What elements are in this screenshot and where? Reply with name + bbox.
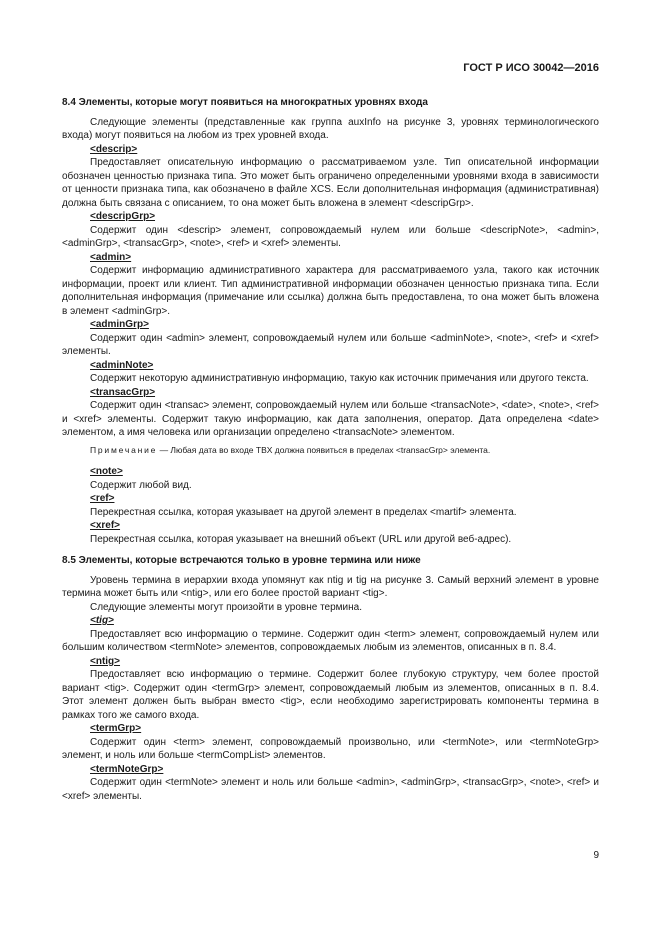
element-term-admin: <admin> xyxy=(90,251,132,263)
section-heading-8-5: 8.5 Элементы, которые встречаются только в уровне термина или ниже xyxy=(62,555,421,566)
element-term-admingrp: <adminGrp> xyxy=(90,319,149,330)
paragraph: Следующие элементы (представленные как группа auxInfo на рисунке 3, уровнях терминологического входа) могут появиться на любом из трех уровней входа. xyxy=(62,116,599,141)
paragraph: Предоставляет описательную информацию о рассматриваемом узле. Тип описательной информации обозначен ценностью признака типа. Это может быть ограничено определенными уровнями входа в зависимости от ценности признака типа, как обозначено в файле XCS. Если дополнительная информация (административная) должна быть связана с описанием, то она может быть вложена в элемент <descripGrp>. xyxy=(62,157,599,209)
note-text: — Любая дата во входе TBX должна появиться в пределах <transacGrp> элемента. xyxy=(157,444,491,455)
paragraph: Содержит один <term> элемент, сопровождаемый произвольно, или <termNote>, или <termNoteGrp> элемент, и ноль или больше <termCompList> элементов. xyxy=(62,736,599,761)
element-term-ntig: <ntig> xyxy=(90,655,121,667)
page-content xyxy=(62,96,599,803)
paragraph: Содержит некоторую административную информацию, такую как источник примечания или другого текста. xyxy=(90,373,589,384)
element-term-transacgrp: <transacGrp> xyxy=(90,386,156,398)
paragraph: Предоставляет всю информацию о термине. Содержит более глубокую структуру, чем более простой вариант <tig>. Содержит один <termGrp> элемент, сопровождаемый любым из элементов, описанных в п. 8.4. Этот элемент должен быть выбран вместо <tig>, если необходимо зарегистрировать компоненты термина в рамках того же самого входа. xyxy=(62,669,599,721)
paragraph: Содержит один <transac> элемент, сопровождаемый нулем или больше <transacNote>, <date>, <note>, <ref> и <xref> элементы. Содержит такую информацию, как дата заполнения, оператор. Дата определена <date> элементом, а имя человека или организации определено <transacNote> элементом. xyxy=(62,400,599,438)
paragraph: Содержит один <descrip> элемент, сопровождаемый нулем или больше <descripNote>, <admin>, <adminGrp>, <transacGrp>, <note>, <ref> и <xref> элементы. xyxy=(62,224,599,249)
section-heading-8-4: 8.4 Элементы, которые могут появиться на многократных уровнях входа xyxy=(62,97,428,108)
paragraph: Содержит информацию административного характера для рассматриваемого узла, такого как источник информации, проект или клиент. Тип административной информации обозначен ценностью признака типа. Если дополнительная информация (примечание или ссылка) должна быть предоставлена, то она может быть вложена в элемент <adminGrp>. xyxy=(62,265,599,317)
element-term-descrip: <descrip> xyxy=(90,143,138,155)
paragraph: Следующие элементы могут произойти в уровне термина. xyxy=(90,601,362,613)
note-paragraph xyxy=(62,444,599,458)
paragraph: Содержит один <termNote> элемент и ноль или больше <admin>, <adminGrp>, <transacGrp>, <note>, <ref> и <xref> элементы. xyxy=(62,777,599,802)
element-term-adminnote: <adminNote> xyxy=(90,359,154,371)
paragraph: Перекрестная ссылка, которая указывает на внешний объект (URL или другой веб-адрес). xyxy=(90,533,512,545)
note-label: Примечание xyxy=(90,444,158,455)
section-gap xyxy=(62,546,599,554)
paragraph: Содержит один <admin> элемент, сопровождаемый нулем или больше <adminNote>, <note>, <ref> и <xref> элементы. xyxy=(62,332,599,357)
element-term-ref: <ref> xyxy=(90,493,115,504)
element-term-termnotegrp: <termNoteGrp> xyxy=(90,763,164,775)
paragraph: Содержит любой вид. xyxy=(90,479,192,491)
paragraph: Уровень термина в иерархии входа упомянут как ntig и tig на рисунке 3. Самый верхний элемент в уровне термина может быть или <ntig>, или его более простой вариант <tig>. xyxy=(62,574,599,599)
document-header: ГОСТ Р ИСО 30042—2016 xyxy=(463,62,599,74)
element-term-xref: <xref> xyxy=(90,520,121,531)
paragraph: Перекрестная ссылка, которая указывает на другой элемент в пределах <martif> элемента. xyxy=(90,506,517,518)
element-term-termgrp: <termGrp> xyxy=(90,723,142,734)
paragraph: Предоставляет всю информацию о термине. Содержит один <term> элемент, сопровождаемый нулем или большим количеством <termNote> элементов, сопровождаемых любым из элементов, описанных в п. 8.4. xyxy=(62,628,599,653)
page-number: 9 xyxy=(593,850,599,861)
element-term-descripgrp: <descripGrp> xyxy=(90,211,156,222)
element-term-note: <note> xyxy=(90,466,123,477)
element-term-tig: <tig> xyxy=(90,615,114,626)
